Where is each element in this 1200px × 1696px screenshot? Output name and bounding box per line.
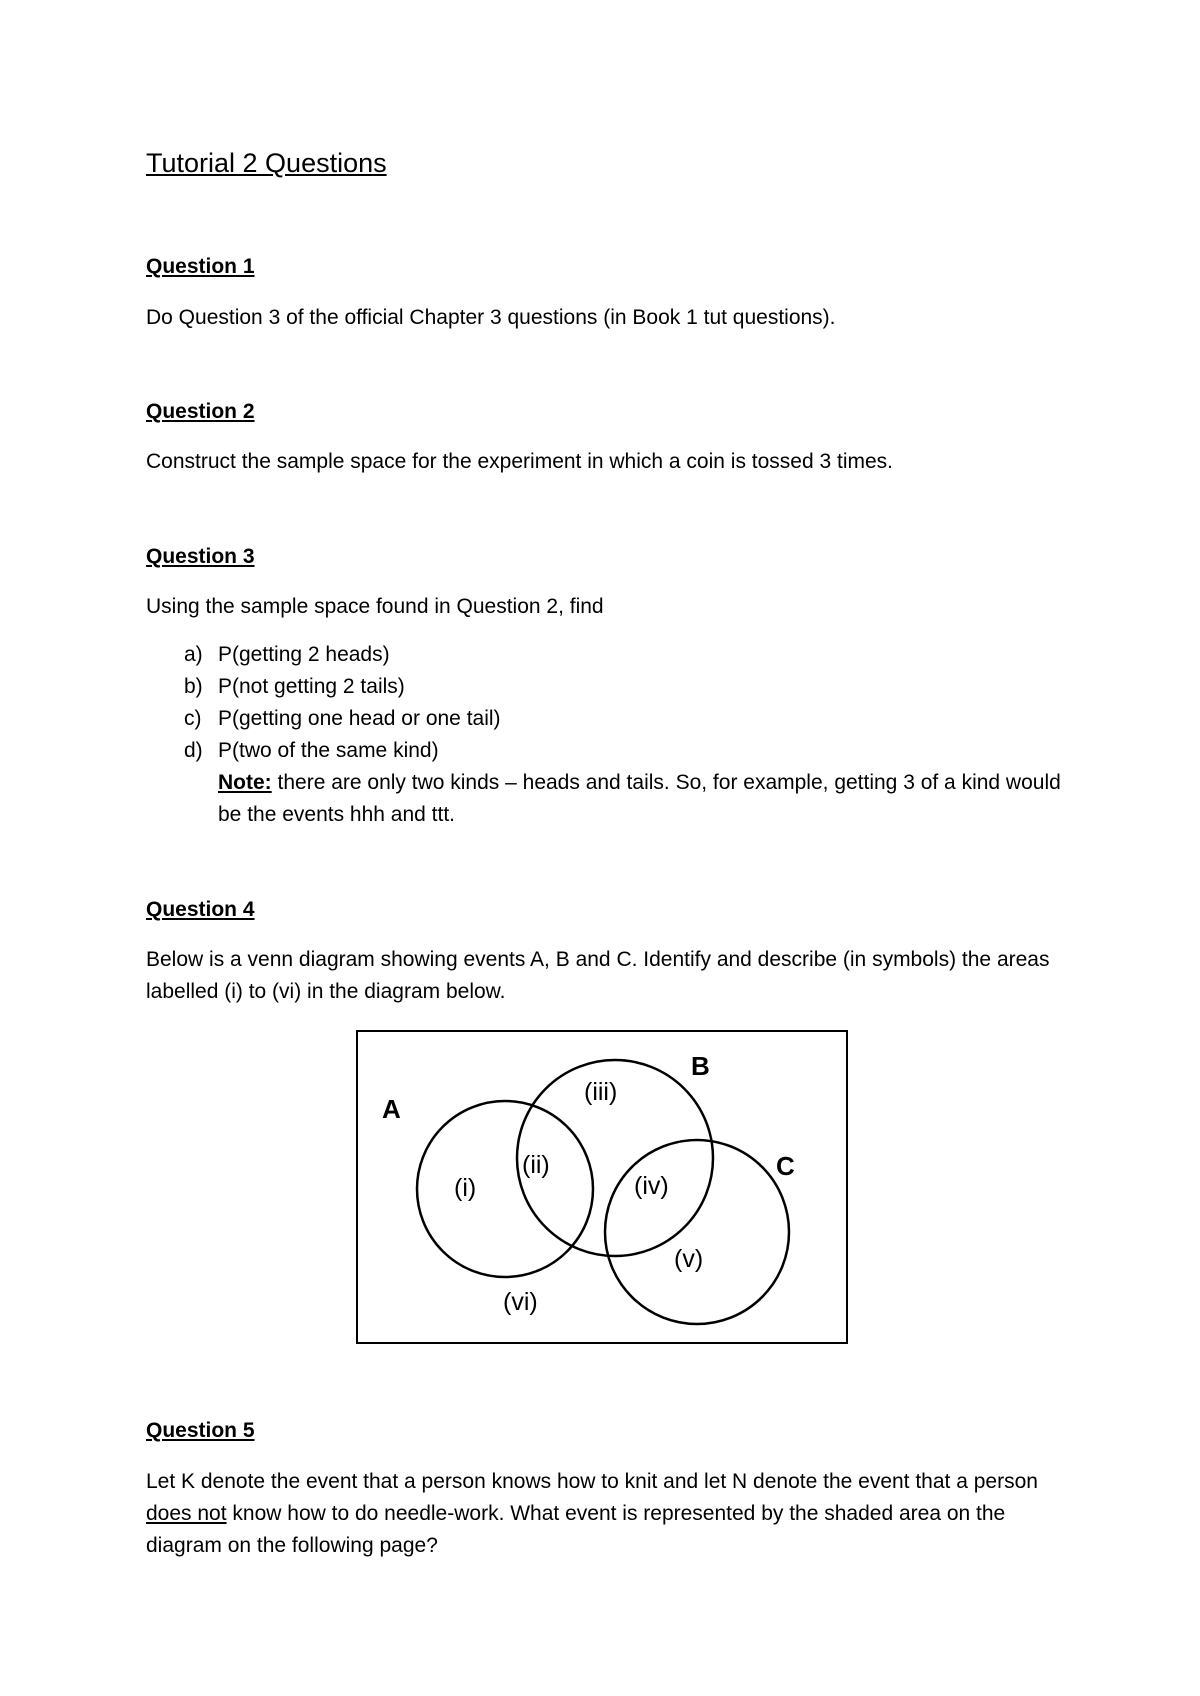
question-5-text-start: Let K denote the event that a person knows how to knit and let N denote the event that a person xyxy=(146,1470,1038,1493)
question-3-list xyxy=(146,639,501,767)
question-2-text: Construct the sample space for the experiment in which a coin is tossed 3 times. xyxy=(146,450,894,473)
set-c-circle xyxy=(605,1140,789,1324)
list-item-text: P(two of the same kind) xyxy=(218,739,439,762)
note-text: there are only two kinds – heads and tails. So, for example, getting 3 of a kind would be the events hhh and ttt. xyxy=(218,771,1061,826)
question-5-heading: Question 5 xyxy=(146,1419,255,1442)
question-1-heading: Question 1 xyxy=(146,255,255,278)
question-2-heading: Question 2 xyxy=(146,400,255,423)
region-label-iv: (iv) xyxy=(634,1172,669,1200)
question-4-text: Below is a venn diagram showing events A, B and C. Identify and describe (in symbols) the areas labelled (i) to (vi) in the diagram below. xyxy=(146,948,1050,1003)
question-5-underlined-text: does not xyxy=(146,1502,227,1525)
page-title: Tutorial 2 Questions xyxy=(146,148,387,178)
set-label-b: B xyxy=(691,1051,710,1081)
question-5-text xyxy=(146,1466,1066,1562)
set-label-c: C xyxy=(776,1151,795,1181)
question-5-text-end: know how to do needle-work. What event is represented by the shaded area on the diagram on the following page? xyxy=(146,1502,1006,1557)
question-3-intro: Using the sample space found in Question 2, find xyxy=(146,595,604,618)
set-label-a: A xyxy=(382,1094,401,1124)
region-label-ii: (ii) xyxy=(522,1151,550,1179)
list-item xyxy=(146,671,501,703)
list-marker: b) xyxy=(184,675,203,698)
list-item xyxy=(146,639,501,671)
list-item-text: P(not getting 2 tails) xyxy=(218,675,405,698)
question-3-note xyxy=(218,767,1068,831)
list-item xyxy=(146,703,501,735)
question-4-heading: Question 4 xyxy=(146,898,255,921)
note-label: Note: xyxy=(218,771,272,794)
list-item xyxy=(146,735,501,767)
question-3-heading: Question 3 xyxy=(146,545,255,568)
list-item-text: P(getting 2 heads) xyxy=(218,643,390,666)
venn-diagram xyxy=(356,1030,848,1344)
list-marker: d) xyxy=(184,739,203,762)
region-label-iii: (iii) xyxy=(584,1078,618,1106)
region-label-v: (v) xyxy=(674,1245,704,1273)
list-marker: c) xyxy=(184,707,202,730)
region-label-vi: (vi) xyxy=(503,1288,538,1316)
list-marker: a) xyxy=(184,643,203,666)
list-item-text: P(getting one head or one tail) xyxy=(218,707,501,730)
set-a-circle xyxy=(417,1101,593,1277)
question-1-text: Do Question 3 of the official Chapter 3 questions (in Book 1 tut questions). xyxy=(146,306,836,329)
region-label-i: (i) xyxy=(454,1174,477,1202)
